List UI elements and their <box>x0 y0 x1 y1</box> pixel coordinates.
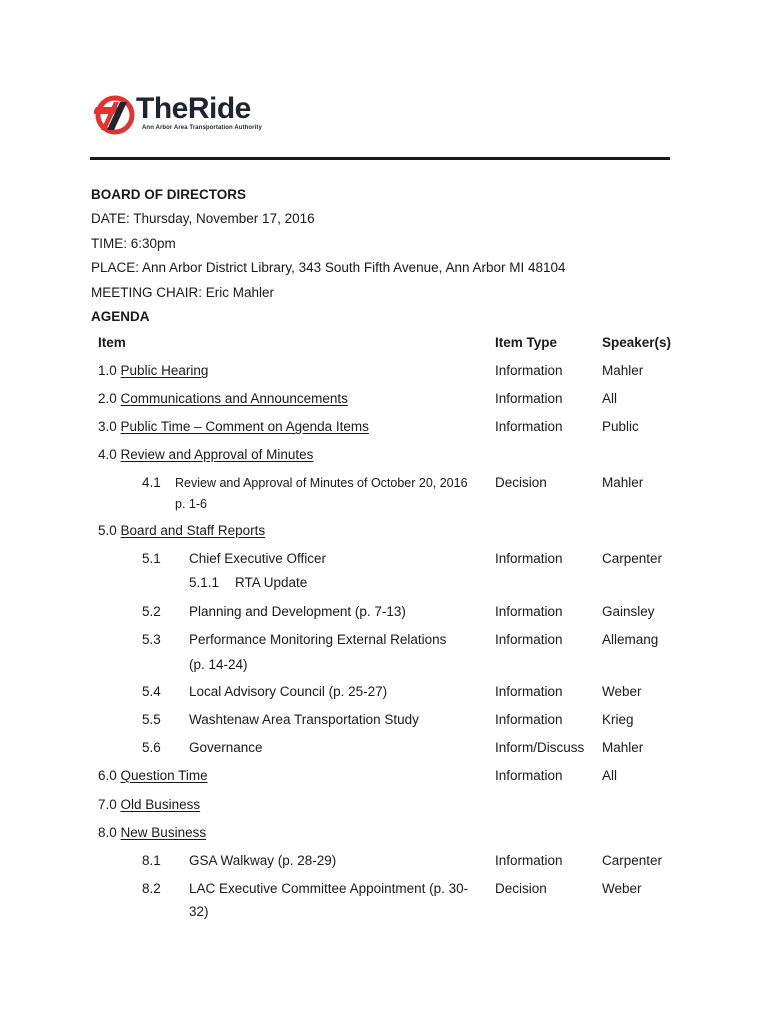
item-link-review-minutes[interactable]: Review and Approval of Minutes <box>120 447 314 462</box>
subitem-number: 5.6 <box>142 740 161 755</box>
subitem-title-cont: (p. 14-24) <box>189 657 248 672</box>
subitem-number: 8.2 <box>142 881 161 896</box>
column-item-type: Item Type <box>495 335 558 350</box>
item-link-public-hearing[interactable]: Public Hearing <box>120 363 209 378</box>
item-type: Decision <box>495 475 547 490</box>
column-item: Item <box>98 335 126 350</box>
meeting-time: TIME: 6:30pm <box>91 236 176 251</box>
item-link-communications[interactable]: Communications and Announcements <box>120 391 348 406</box>
item-type: Information <box>495 853 563 868</box>
item-type: Information <box>495 768 563 783</box>
meeting-date: DATE: Thursday, November 17, 2016 <box>91 211 315 226</box>
subitem-number: 5.1 <box>142 551 161 566</box>
item-type: Information <box>495 551 563 566</box>
subitem-title-cont: p. 1-6 <box>175 497 207 511</box>
subitem-number: 5.5 <box>142 712 161 727</box>
subitem-title: GSA Walkway (p. 28-29) <box>189 853 337 868</box>
item-speaker: Krieg <box>602 712 634 727</box>
subitem-number: 5.3 <box>142 632 161 647</box>
subitem-number: 5.2 <box>142 604 161 619</box>
item-type: Information <box>495 391 563 406</box>
item-speaker: Weber <box>602 881 642 896</box>
item-type: Inform/Discuss <box>495 740 585 755</box>
item-number: 5.0 <box>98 523 117 538</box>
item-link-question-time[interactable]: Question Time <box>120 768 208 783</box>
item-number: 3.0 <box>98 419 117 434</box>
item-number: 2.0 <box>98 391 117 406</box>
logo-wordmark: TheRide <box>136 92 251 125</box>
logo-tagline: Ann Arbor Area Transportation Authority <box>142 125 262 131</box>
item-type: Information <box>495 712 563 727</box>
item-speaker: All <box>602 391 618 406</box>
board-heading: BOARD OF DIRECTORS <box>91 187 247 202</box>
item-number: 4.0 <box>98 447 117 462</box>
subsubitem-number: 5.1.1 <box>189 575 220 590</box>
meeting-chair: MEETING CHAIR: Eric Mahler <box>91 285 275 300</box>
subitem-title: Planning and Development (p. 7-13) <box>189 604 406 619</box>
subitem-title: Washtenaw Area Transportation Study <box>189 712 419 727</box>
item-link-public-time[interactable]: Public Time – Comment on Agenda Items <box>120 419 369 434</box>
subitem-title: Performance Monitoring External Relations <box>189 632 447 647</box>
theride-logo-mark-icon <box>94 94 136 136</box>
item-number: 7.0 <box>98 797 117 812</box>
item-speaker: All <box>602 768 618 783</box>
item-type: Information <box>495 419 563 434</box>
item-number: 6.0 <box>98 768 117 783</box>
item-speaker: Carpenter <box>602 551 663 566</box>
item-speaker: Weber <box>602 684 642 699</box>
item-speaker: Mahler <box>602 363 644 378</box>
item-speaker: Carpenter <box>602 853 663 868</box>
subitem-title: Chief Executive Officer <box>189 551 327 566</box>
item-type: Information <box>495 632 563 647</box>
item-number: 8.0 <box>98 825 117 840</box>
item-type: Decision <box>495 881 547 896</box>
item-type: Information <box>495 363 563 378</box>
subitem-number: 5.4 <box>142 684 161 699</box>
item-speaker: Allemang <box>602 632 659 647</box>
subitem-title: Local Advisory Council (p. 25-27) <box>189 684 388 699</box>
item-number: 1.0 <box>98 363 117 378</box>
item-speaker: Mahler <box>602 740 644 755</box>
subitem-title-cont: 32) <box>189 904 209 919</box>
subitem-title: Review and Approval of Minutes of October 20, 2016 <box>175 476 468 490</box>
subitem-number: 8.1 <box>142 853 161 868</box>
subsubitem-title: RTA Update <box>235 575 308 590</box>
agenda-heading: AGENDA <box>91 309 150 324</box>
item-link-board-reports[interactable]: Board and Staff Reports <box>120 523 266 538</box>
subitem-title: Governance <box>189 740 263 755</box>
item-link-old-business[interactable]: Old Business <box>120 797 201 812</box>
theride-logo <box>94 92 262 140</box>
item-speaker: Gainsley <box>602 604 655 619</box>
item-type: Information <box>495 604 563 619</box>
meeting-place: PLACE: Ann Arbor District Library, 343 South Fifth Avenue, Ann Arbor MI 48104 <box>91 260 566 275</box>
item-speaker: Public <box>602 419 639 434</box>
header-rule <box>90 157 670 160</box>
item-speaker: Mahler <box>602 475 644 490</box>
item-type: Information <box>495 684 563 699</box>
subitem-title: LAC Executive Committee Appointment (p. 30- <box>189 881 469 896</box>
column-speakers: Speaker(s) <box>602 335 672 350</box>
item-link-new-business[interactable]: New Business <box>120 825 207 840</box>
subitem-number: 4.1 <box>142 475 161 490</box>
